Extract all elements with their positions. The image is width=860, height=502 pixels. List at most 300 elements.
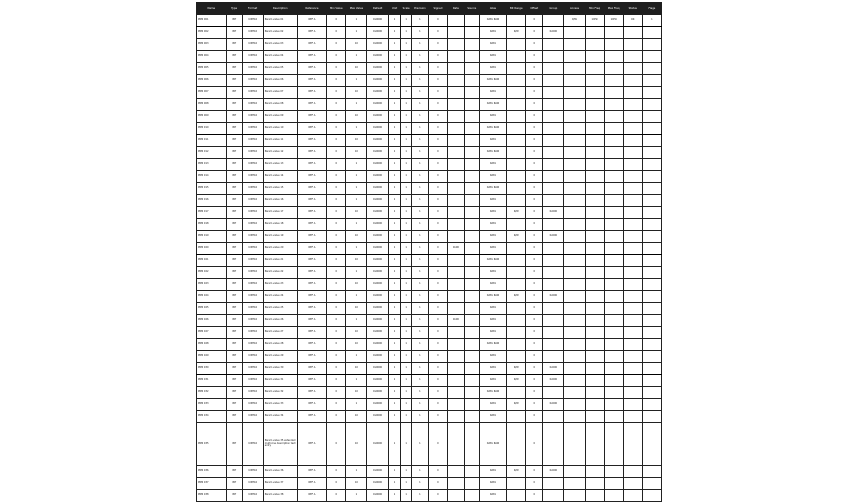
cell-bits[interactable] (507, 327, 526, 339)
cell-prec[interactable]: 1 (411, 183, 428, 195)
cell-alias[interactable]: DATA (479, 363, 507, 375)
cell-rate[interactable] (447, 207, 464, 219)
cell-bits[interactable] (507, 159, 526, 171)
cell-stat[interactable] (623, 490, 642, 502)
cell-mnf[interactable] (585, 279, 604, 291)
cell-acc[interactable] (564, 363, 585, 375)
cell-max[interactable]: 1 (346, 183, 367, 195)
cell-min[interactable]: 0 (327, 243, 346, 255)
cell-off[interactable]: 0 (526, 375, 543, 387)
cell-stat[interactable] (623, 267, 642, 279)
cell-rate[interactable] (447, 183, 464, 195)
cell-ref[interactable]: REF A (297, 327, 327, 339)
cell-ref[interactable]: REF A (297, 123, 327, 135)
cell-scale[interactable]: 1 (401, 75, 412, 87)
cell-type[interactable]: INT (226, 147, 242, 159)
cell-mnf[interactable] (585, 27, 604, 39)
cell-mnf[interactable] (585, 111, 604, 123)
cell-bits[interactable]: R/W (507, 291, 526, 303)
cell-alias[interactable]: DATA (479, 63, 507, 75)
cell-scale[interactable]: 1 (401, 207, 412, 219)
cell-unit[interactable]: 1 (388, 327, 401, 339)
cell-off[interactable]: 0 (526, 147, 543, 159)
cell-unit[interactable]: 1 (388, 159, 401, 171)
cell-scale[interactable]: 1 (401, 63, 412, 75)
cell-stat[interactable] (623, 478, 642, 490)
cell-def[interactable]: 0x0000 (367, 123, 388, 135)
cell-grp[interactable]: 0x000 (543, 363, 564, 375)
cell-grp[interactable]: 0x000 (543, 466, 564, 478)
cell-def[interactable]: 0x0000 (367, 39, 388, 51)
cell-grp[interactable] (543, 315, 564, 327)
cell-sign[interactable]: 0 (428, 195, 447, 207)
cell-acc[interactable] (564, 75, 585, 87)
cell-prec[interactable]: 1 (411, 243, 428, 255)
cell-mxf[interactable] (604, 339, 623, 351)
cell-min[interactable]: 0 (327, 411, 346, 423)
cell-grp[interactable] (543, 478, 564, 490)
column-header[interactable]: Format (242, 3, 263, 15)
cell-mnf[interactable] (585, 159, 604, 171)
cell-stat[interactable] (623, 255, 642, 267)
cell-max[interactable]: 10 (346, 279, 367, 291)
cell-max[interactable]: 1 (346, 315, 367, 327)
cell-mxf[interactable] (604, 183, 623, 195)
table-row[interactable] (197, 39, 662, 51)
cell-rate[interactable] (447, 423, 464, 466)
cell-off[interactable]: 0 (526, 363, 543, 375)
cell-type[interactable]: INT (226, 231, 242, 243)
cell-prec[interactable]: 1 (411, 63, 428, 75)
cell-sign[interactable]: 0 (428, 99, 447, 111)
cell-stat[interactable] (623, 51, 642, 63)
cell-min[interactable]: 0 (327, 87, 346, 99)
cell-src[interactable] (464, 75, 479, 87)
cell-grp[interactable]: 0x000 (543, 375, 564, 387)
cell-unit[interactable]: 1 (388, 478, 401, 490)
cell-desc[interactable]: Param value 29 (263, 351, 297, 363)
cell-bits[interactable] (507, 51, 526, 63)
cell-fmt[interactable]: UINT16 (242, 183, 263, 195)
cell-src[interactable] (464, 351, 479, 363)
cell-grp[interactable]: 0x000 (543, 207, 564, 219)
column-header[interactable]: Max Freq (604, 3, 623, 15)
cell-mxf[interactable] (604, 147, 623, 159)
cell-off[interactable]: 0 (526, 399, 543, 411)
cell-stat[interactable] (623, 351, 642, 363)
cell-src[interactable] (464, 99, 479, 111)
cell-ref[interactable]: REF A (297, 267, 327, 279)
cell-off[interactable]: 0 (526, 51, 543, 63)
cell-alias[interactable]: DATA (479, 267, 507, 279)
cell-prec[interactable]: 1 (411, 159, 428, 171)
cell-scale[interactable]: 1 (401, 243, 412, 255)
cell-prec[interactable]: 1 (411, 135, 428, 147)
cell-sign[interactable]: 0 (428, 111, 447, 123)
table-row[interactable] (197, 243, 662, 255)
table-row[interactable] (197, 123, 662, 135)
cell-flag[interactable] (642, 267, 661, 279)
cell-off[interactable]: 0 (526, 267, 543, 279)
cell-mnf[interactable] (585, 411, 604, 423)
cell-flag[interactable] (642, 75, 661, 87)
cell-flag[interactable] (642, 231, 661, 243)
cell-src[interactable] (464, 399, 479, 411)
cell-unit[interactable]: 1 (388, 75, 401, 87)
cell-src[interactable] (464, 195, 479, 207)
cell-flag[interactable] (642, 490, 661, 502)
cell-prec[interactable]: 1 (411, 51, 428, 63)
cell-off[interactable]: 0 (526, 15, 543, 27)
cell-sign[interactable]: 0 (428, 159, 447, 171)
cell-mnf[interactable] (585, 267, 604, 279)
cell-desc[interactable]: Param value 06 (263, 75, 297, 87)
cell-src[interactable] (464, 243, 479, 255)
cell-src[interactable] (464, 466, 479, 478)
cell-name[interactable]: PRM 004 (197, 51, 227, 63)
cell-desc[interactable]: Param value 25 (263, 303, 297, 315)
cell-sign[interactable]: 0 (428, 399, 447, 411)
cell-prec[interactable]: 1 (411, 99, 428, 111)
cell-type[interactable]: INT (226, 291, 242, 303)
cell-mnf[interactable] (585, 315, 604, 327)
cell-mnf[interactable] (585, 63, 604, 75)
cell-acc[interactable]: R/W (564, 15, 585, 27)
cell-grp[interactable] (543, 279, 564, 291)
cell-scale[interactable]: 1 (401, 135, 412, 147)
cell-scale[interactable]: 1 (401, 159, 412, 171)
cell-max[interactable]: 1 (346, 466, 367, 478)
table-row[interactable] (197, 315, 662, 327)
cell-sign[interactable]: 0 (428, 219, 447, 231)
cell-unit[interactable]: 1 (388, 87, 401, 99)
cell-mnf[interactable] (585, 387, 604, 399)
cell-alias[interactable]: DATA RAW (479, 123, 507, 135)
cell-scale[interactable]: 1 (401, 315, 412, 327)
cell-desc[interactable]: Param value 37 (263, 478, 297, 490)
cell-sign[interactable]: 0 (428, 351, 447, 363)
cell-type[interactable]: INT (226, 135, 242, 147)
cell-grp[interactable] (543, 87, 564, 99)
cell-sign[interactable]: 0 (428, 231, 447, 243)
cell-def[interactable]: 0x0000 (367, 351, 388, 363)
cell-alias[interactable]: DATA (479, 231, 507, 243)
cell-unit[interactable]: 1 (388, 363, 401, 375)
cell-mxf[interactable] (604, 51, 623, 63)
cell-mnf[interactable] (585, 327, 604, 339)
cell-type[interactable]: INT (226, 183, 242, 195)
cell-mxf[interactable] (604, 466, 623, 478)
cell-grp[interactable] (543, 15, 564, 27)
cell-scale[interactable]: 1 (401, 423, 412, 466)
cell-flag[interactable] (642, 387, 661, 399)
cell-mnf[interactable] (585, 135, 604, 147)
cell-sign[interactable]: 0 (428, 291, 447, 303)
cell-type[interactable]: INT (226, 27, 242, 39)
cell-rate[interactable] (447, 195, 464, 207)
cell-flag[interactable] (642, 183, 661, 195)
cell-acc[interactable] (564, 147, 585, 159)
cell-sign[interactable]: 0 (428, 63, 447, 75)
cell-type[interactable]: INT (226, 375, 242, 387)
cell-min[interactable]: 0 (327, 207, 346, 219)
cell-max[interactable]: 1 (346, 219, 367, 231)
table-row[interactable] (197, 399, 662, 411)
cell-type[interactable]: INT (226, 423, 242, 466)
cell-desc[interactable]: Param value 23 (263, 279, 297, 291)
cell-flag[interactable] (642, 327, 661, 339)
cell-acc[interactable] (564, 219, 585, 231)
cell-src[interactable] (464, 183, 479, 195)
cell-max[interactable]: 1 (346, 267, 367, 279)
cell-def[interactable]: 0x0000 (367, 375, 388, 387)
cell-bits[interactable] (507, 63, 526, 75)
cell-grp[interactable] (543, 387, 564, 399)
cell-def[interactable]: 0x0000 (367, 423, 388, 466)
cell-src[interactable] (464, 327, 479, 339)
cell-off[interactable]: 0 (526, 279, 543, 291)
cell-grp[interactable] (543, 63, 564, 75)
cell-sign[interactable]: 0 (428, 51, 447, 63)
cell-mxf[interactable] (604, 123, 623, 135)
cell-scale[interactable]: 1 (401, 466, 412, 478)
cell-scale[interactable]: 1 (401, 387, 412, 399)
cell-desc[interactable]: Param value 31 (263, 375, 297, 387)
cell-off[interactable]: 0 (526, 291, 543, 303)
cell-grp[interactable] (543, 255, 564, 267)
cell-off[interactable]: 0 (526, 339, 543, 351)
cell-min[interactable]: 0 (327, 303, 346, 315)
cell-max[interactable]: 1 (346, 159, 367, 171)
cell-rate[interactable] (447, 219, 464, 231)
cell-prec[interactable]: 1 (411, 423, 428, 466)
cell-grp[interactable]: 0x000 (543, 291, 564, 303)
cell-type[interactable]: INT (226, 363, 242, 375)
table-row[interactable] (197, 363, 662, 375)
cell-desc[interactable]: Param value 03 (263, 39, 297, 51)
cell-alias[interactable]: DATA (479, 351, 507, 363)
column-header[interactable]: Default (367, 3, 388, 15)
cell-type[interactable]: INT (226, 399, 242, 411)
cell-rate[interactable] (447, 363, 464, 375)
cell-acc[interactable] (564, 303, 585, 315)
cell-sign[interactable]: 0 (428, 75, 447, 87)
table-row[interactable] (197, 351, 662, 363)
cell-alias[interactable]: DATA (479, 399, 507, 411)
cell-name[interactable]: PRM 021 (197, 255, 227, 267)
cell-off[interactable]: 0 (526, 27, 543, 39)
cell-acc[interactable] (564, 207, 585, 219)
cell-mxf[interactable] (604, 387, 623, 399)
cell-unit[interactable]: 1 (388, 255, 401, 267)
cell-min[interactable]: 0 (327, 147, 346, 159)
cell-src[interactable] (464, 147, 479, 159)
cell-scale[interactable]: 1 (401, 111, 412, 123)
cell-ref[interactable]: REF A (297, 99, 327, 111)
cell-src[interactable] (464, 387, 479, 399)
cell-min[interactable]: 0 (327, 363, 346, 375)
cell-max[interactable]: 1 (346, 99, 367, 111)
cell-grp[interactable] (543, 123, 564, 135)
cell-flag[interactable] (642, 243, 661, 255)
cell-desc[interactable]: Param value 05 (263, 63, 297, 75)
cell-bits[interactable] (507, 411, 526, 423)
cell-min[interactable]: 0 (327, 339, 346, 351)
cell-src[interactable] (464, 255, 479, 267)
cell-sign[interactable]: 0 (428, 147, 447, 159)
cell-flag[interactable] (642, 27, 661, 39)
column-header[interactable]: Rate (447, 3, 464, 15)
cell-sign[interactable]: 0 (428, 243, 447, 255)
cell-min[interactable]: 0 (327, 27, 346, 39)
cell-fmt[interactable]: UINT16 (242, 363, 263, 375)
cell-name[interactable]: PRM 017 (197, 207, 227, 219)
cell-src[interactable] (464, 51, 479, 63)
cell-mnf[interactable] (585, 123, 604, 135)
cell-grp[interactable]: 0x000 (543, 27, 564, 39)
cell-desc[interactable]: Param value 28 (263, 339, 297, 351)
cell-grp[interactable] (543, 75, 564, 87)
cell-max[interactable]: 10 (346, 255, 367, 267)
cell-fmt[interactable]: UINT16 (242, 303, 263, 315)
cell-ref[interactable]: REF A (297, 399, 327, 411)
cell-rate[interactable] (447, 111, 464, 123)
cell-rate[interactable] (447, 387, 464, 399)
cell-fmt[interactable]: UINT16 (242, 171, 263, 183)
cell-unit[interactable]: 1 (388, 231, 401, 243)
cell-name[interactable]: PRM 026 (197, 315, 227, 327)
cell-grp[interactable] (543, 219, 564, 231)
cell-flag[interactable] (642, 159, 661, 171)
table-row[interactable] (197, 219, 662, 231)
cell-alias[interactable]: DATA (479, 51, 507, 63)
cell-fmt[interactable]: UINT16 (242, 123, 263, 135)
cell-prec[interactable]: 1 (411, 315, 428, 327)
cell-acc[interactable] (564, 111, 585, 123)
cell-grp[interactable]: 0x000 (543, 399, 564, 411)
cell-alias[interactable]: DATA (479, 327, 507, 339)
cell-rate[interactable] (447, 147, 464, 159)
cell-type[interactable]: INT (226, 219, 242, 231)
cell-scale[interactable]: 1 (401, 351, 412, 363)
cell-unit[interactable]: 1 (388, 15, 401, 27)
cell-alias[interactable]: DATA RAW (479, 387, 507, 399)
column-header[interactable]: Min Value (327, 3, 346, 15)
cell-stat[interactable] (623, 387, 642, 399)
cell-bits[interactable] (507, 243, 526, 255)
cell-flag[interactable] (642, 411, 661, 423)
cell-name[interactable]: PRM 015 (197, 183, 227, 195)
cell-scale[interactable]: 1 (401, 327, 412, 339)
table-row[interactable] (197, 466, 662, 478)
cell-max[interactable]: 1 (346, 15, 367, 27)
cell-off[interactable]: 0 (526, 195, 543, 207)
cell-mxf[interactable] (604, 327, 623, 339)
cell-rate[interactable] (447, 99, 464, 111)
cell-mxf[interactable] (604, 375, 623, 387)
cell-prec[interactable]: 1 (411, 351, 428, 363)
cell-stat[interactable] (623, 375, 642, 387)
cell-desc[interactable]: Param value 10 (263, 123, 297, 135)
cell-acc[interactable] (564, 195, 585, 207)
cell-mxf[interactable] (604, 135, 623, 147)
cell-alias[interactable]: DATA (479, 466, 507, 478)
cell-sign[interactable]: 0 (428, 490, 447, 502)
cell-alias[interactable]: DATA RAW (479, 291, 507, 303)
cell-flag[interactable] (642, 279, 661, 291)
cell-desc[interactable]: Param value 12 (263, 147, 297, 159)
column-header[interactable]: Reference (297, 3, 327, 15)
cell-off[interactable]: 0 (526, 111, 543, 123)
cell-stat[interactable] (623, 135, 642, 147)
cell-fmt[interactable]: UINT16 (242, 147, 263, 159)
cell-mnf[interactable] (585, 231, 604, 243)
cell-prec[interactable]: 1 (411, 255, 428, 267)
cell-mnf[interactable] (585, 490, 604, 502)
cell-acc[interactable] (564, 411, 585, 423)
cell-prec[interactable]: 1 (411, 123, 428, 135)
cell-flag[interactable] (642, 339, 661, 351)
table-row[interactable] (197, 51, 662, 63)
cell-ref[interactable]: REF A (297, 291, 327, 303)
cell-flag[interactable] (642, 99, 661, 111)
table-row[interactable] (197, 327, 662, 339)
cell-stat[interactable] (623, 27, 642, 39)
cell-prec[interactable]: 1 (411, 466, 428, 478)
cell-alias[interactable]: DATA RAW (479, 183, 507, 195)
cell-name[interactable]: PRM 009 (197, 111, 227, 123)
cell-name[interactable]: PRM 018 (197, 219, 227, 231)
cell-type[interactable]: INT (226, 75, 242, 87)
cell-bits[interactable] (507, 15, 526, 27)
cell-scale[interactable]: 1 (401, 231, 412, 243)
table-row[interactable] (197, 147, 662, 159)
cell-alias[interactable]: DATA (479, 207, 507, 219)
cell-def[interactable]: 0x0000 (367, 111, 388, 123)
cell-min[interactable]: 0 (327, 159, 346, 171)
cell-mxf[interactable] (604, 399, 623, 411)
cell-mxf[interactable] (604, 291, 623, 303)
cell-def[interactable]: 0x0000 (367, 315, 388, 327)
cell-type[interactable]: INT (226, 207, 242, 219)
cell-mnf[interactable]: 10Hz (585, 15, 604, 27)
table-row[interactable] (197, 27, 662, 39)
cell-bits[interactable] (507, 123, 526, 135)
cell-bits[interactable]: R/W (507, 363, 526, 375)
cell-type[interactable]: INT (226, 63, 242, 75)
cell-unit[interactable]: 1 (388, 219, 401, 231)
cell-mxf[interactable] (604, 171, 623, 183)
cell-sign[interactable]: 0 (428, 387, 447, 399)
cell-rate[interactable] (447, 123, 464, 135)
table-row[interactable] (197, 255, 662, 267)
column-header[interactable]: Source (464, 3, 479, 15)
table-row[interactable] (197, 207, 662, 219)
cell-grp[interactable]: 0x000 (543, 231, 564, 243)
cell-def[interactable]: 0x0000 (367, 339, 388, 351)
cell-acc[interactable] (564, 466, 585, 478)
cell-scale[interactable]: 1 (401, 255, 412, 267)
cell-name[interactable]: PRM 005 (197, 63, 227, 75)
cell-acc[interactable] (564, 27, 585, 39)
table-row[interactable] (197, 99, 662, 111)
cell-flag[interactable] (642, 303, 661, 315)
cell-ref[interactable]: REF A (297, 87, 327, 99)
cell-ref[interactable]: REF A (297, 423, 327, 466)
cell-min[interactable]: 0 (327, 351, 346, 363)
cell-name[interactable]: PRM 020 (197, 243, 227, 255)
cell-off[interactable]: 0 (526, 303, 543, 315)
